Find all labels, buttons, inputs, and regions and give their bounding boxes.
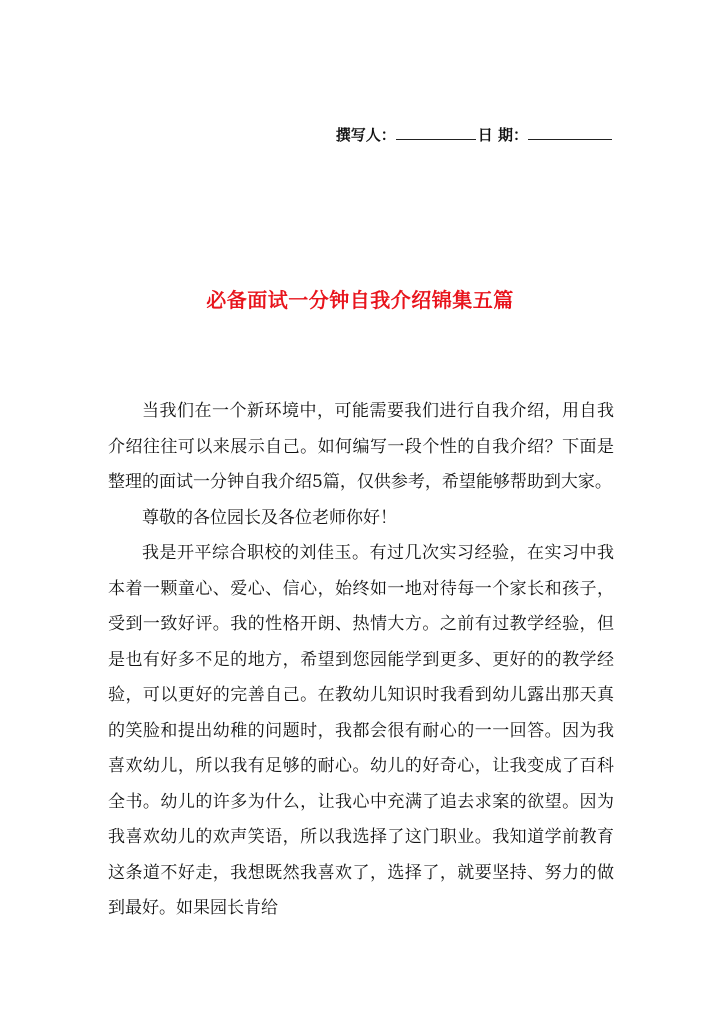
paragraph-greeting: 尊敬的各位园长及各位老师你好！ (142, 507, 397, 528)
author-label: 撰写人： (335, 126, 396, 144)
author-blank (396, 125, 476, 140)
paragraph-self-intro: 我是开平综合职校的刘佳玉。有过几次实习经验，在实习中我本着一颗童心、爱心、信心，始终如一地对待每一个家长和孩子，受到一致好评。我的性格开朗、热情大方。之前有过教学经验，但是也有好多不足的地方，希望到您园能学到更多、更好的的教学经验，可以更好的完善自己。在教幼儿知识时我看到幼儿露出那天真的笑脸和提出幼稚的问题时，我都会很有耐心的一一回答。因为我喜欢幼儿，所以我有足够的耐心。幼儿的好奇心，让我变成了百科全书。幼儿的许多为什么，让我心中充满了追去求案的欲望。因为我喜欢幼儿的欢声笑语，所以我选择了这门职业。我知道学前教育这条道不好走，我想既然我喜欢了，选择了，就要坚持、努力的做到最好。如果园长肯给 (108, 543, 614, 918)
header-signature-line (336, 124, 612, 145)
document-body (108, 394, 614, 927)
document-title: 必备面试一分钟自我介绍锦集五篇 (206, 288, 514, 312)
paragraph-intro: 当我们在一个新环境中，可能需要我们进行自我介绍，用自我介绍往往可以来展示自己。如何编写一段个性的自我介绍？下面是整理的面试一分钟自我介绍5篇，仅供参考，希望能够帮助到大家。 (108, 401, 614, 492)
date-label: 日 期： (477, 126, 528, 144)
date-blank (528, 125, 612, 140)
